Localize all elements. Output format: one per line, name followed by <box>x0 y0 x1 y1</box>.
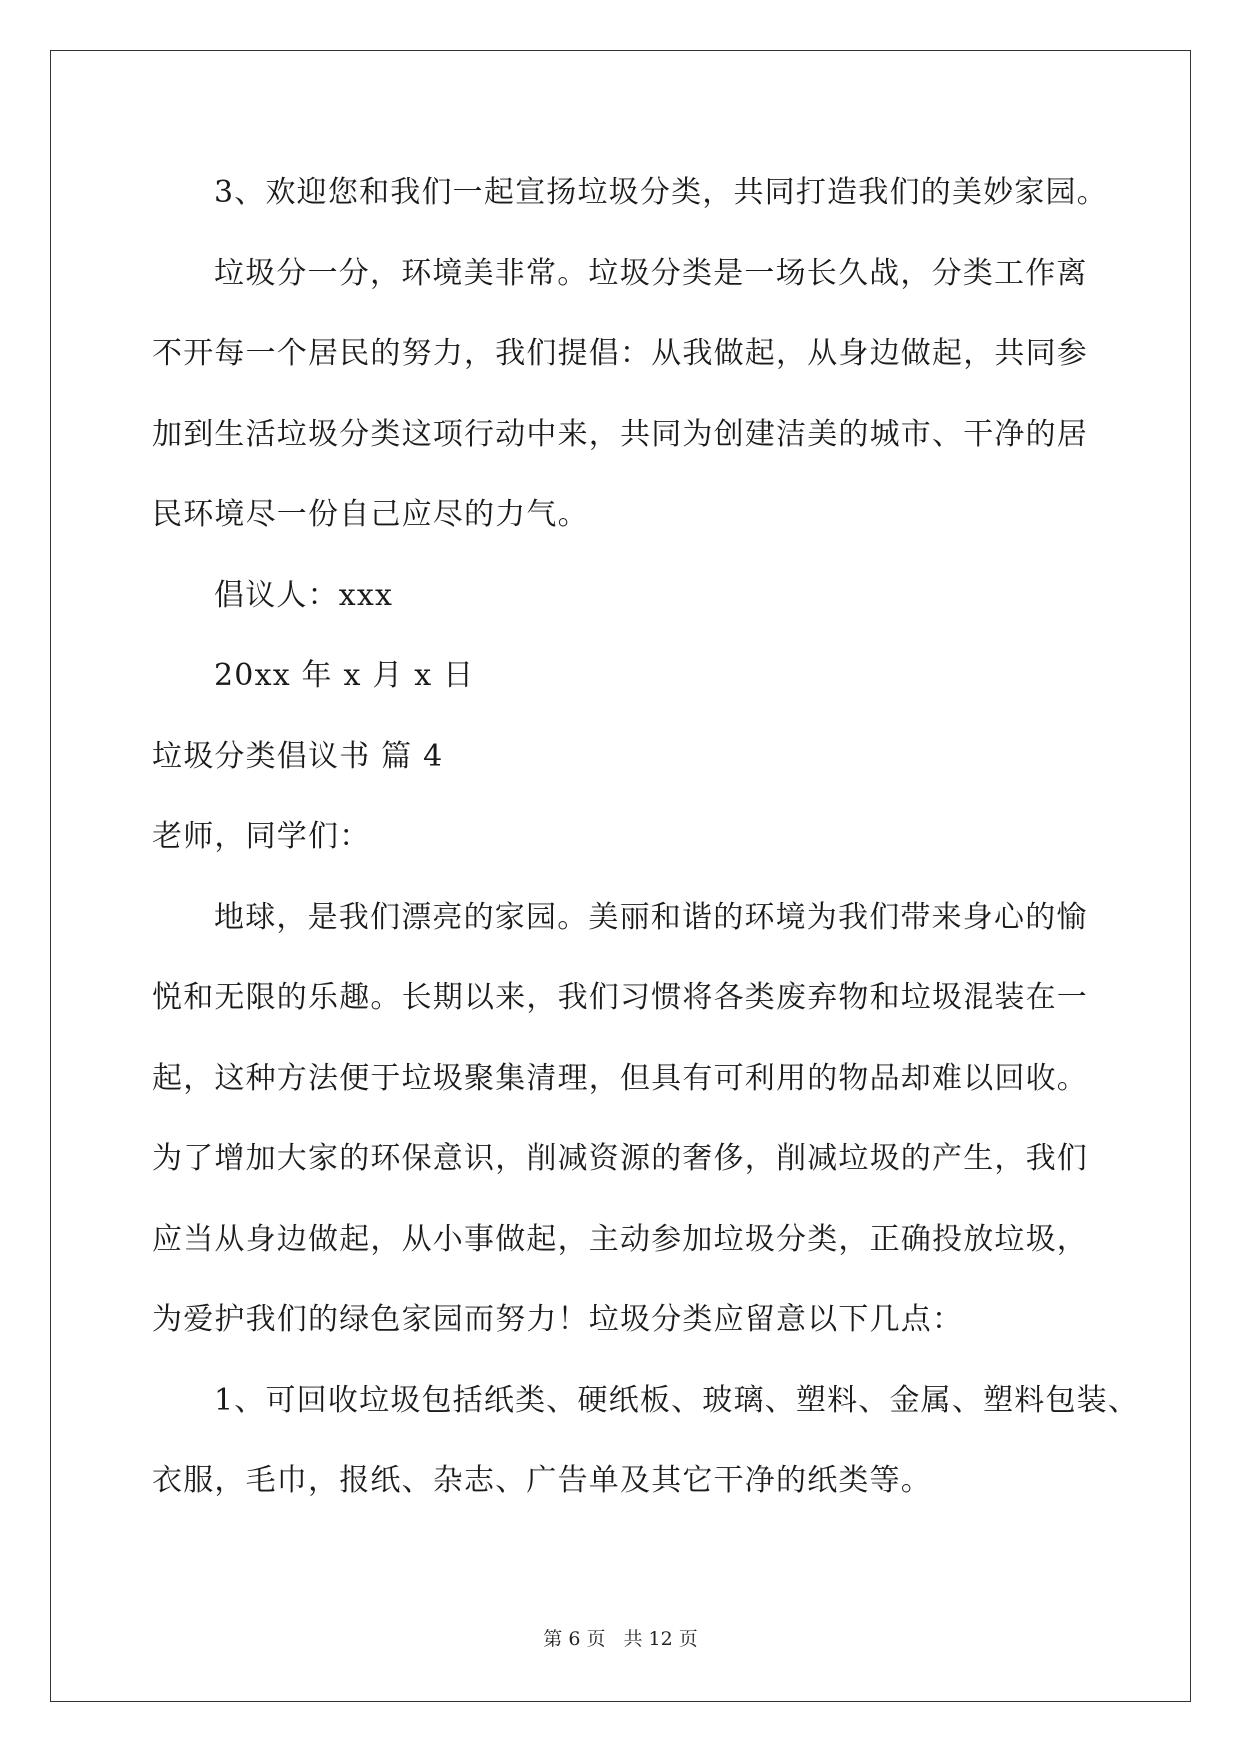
paragraph-line: 悦和无限的乐趣。长期以来，我们习惯将各类废弃物和垃圾混装在一 <box>152 980 1088 1015</box>
paragraph-line: 民环境尽一份自己应尽的力气。 <box>152 497 589 532</box>
paragraph-line: 垃圾分一分，环境美非常。垃圾分类是一场长久战，分类工作离 <box>214 255 1088 291</box>
paragraph-line: 3、欢迎您和我们一起宣扬垃圾分类，共同打造我们的美妙家园。 <box>214 175 1108 210</box>
paragraph-line: 不开每一个居民的努力，我们提倡：从我做起，从身边做起，共同参 <box>152 336 1088 371</box>
date-line: 20xx 年 x 月 x 日 <box>214 658 475 693</box>
signer-line: 倡议人：xxx <box>214 577 394 613</box>
section-heading: 垃圾分类倡议书 篇 4 <box>152 738 444 774</box>
page-total: 共 12 页 <box>623 1628 698 1650</box>
page-footer <box>0 1624 1241 1651</box>
paragraph-line: 起，这种方法便于垃圾聚集清理，但具有可利用的物品却难以回收。 <box>152 1060 1088 1096</box>
paragraph-line: 加到生活垃圾分类这项行动中来，共同为创建洁美的城市、干净的居 <box>152 416 1088 452</box>
paragraph-line: 为了增加大家的环保意识，削减资源的奢侈，削减垃圾的产生，我们 <box>152 1141 1088 1176</box>
paragraph-line: 应当从身边做起，从小事做起，主动参加垃圾分类，正确投放垃圾， <box>152 1221 1088 1257</box>
paragraph-line: 为爱护我们的绿色家园而努力！垃圾分类应留意以下几点： <box>152 1302 964 1337</box>
document-body <box>152 163 1140 1532</box>
paragraph-line: 1、可回收垃圾包括纸类、硬纸板、玻璃、塑料、金属、塑料包装、 <box>214 1382 1140 1418</box>
paragraph-line: 衣服，毛巾，报纸、杂志、广告单及其它干净的纸类等。 <box>152 1463 932 1498</box>
paragraph-line: 地球，是我们漂亮的家园。美丽和谐的环境为我们带来身心的愉 <box>214 899 1088 935</box>
page-number: 第 6 页 <box>543 1628 606 1650</box>
salutation: 老师，同学们： <box>152 819 371 854</box>
